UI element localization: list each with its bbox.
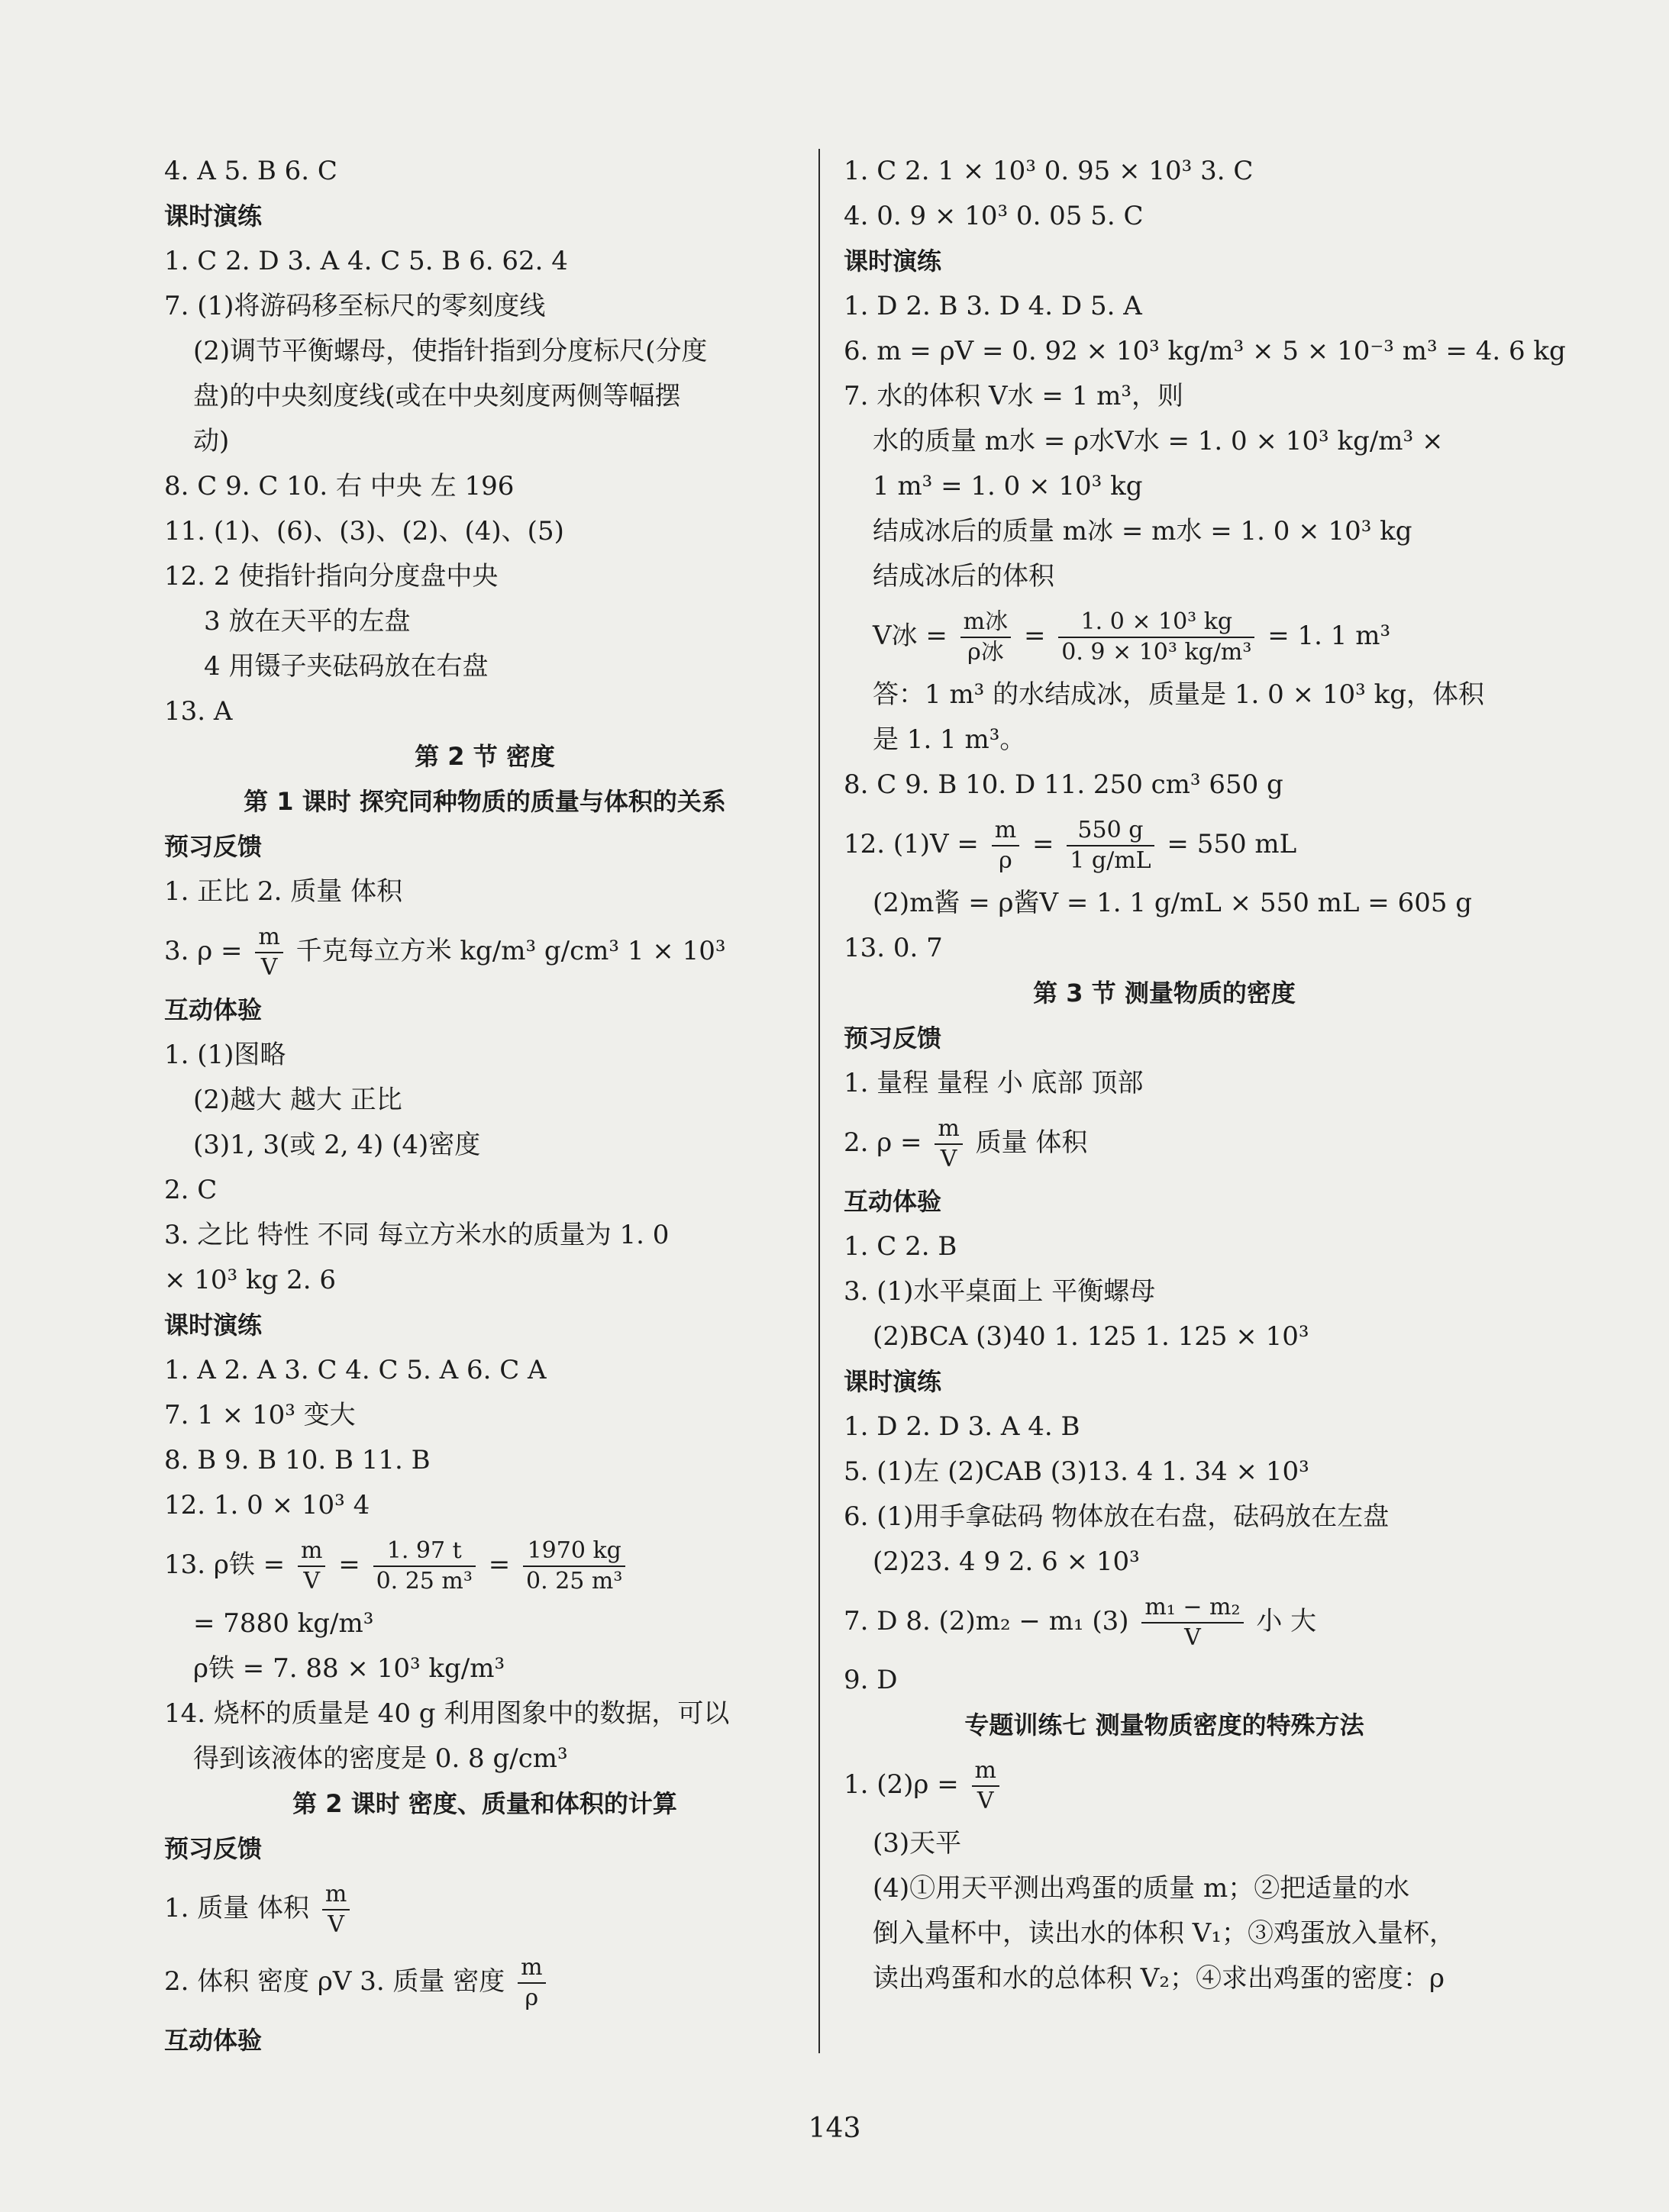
numerator: m bbox=[322, 1880, 350, 1911]
section-heading: 预习反馈 bbox=[164, 1834, 263, 1863]
formula-text: 12. (1)V = bbox=[844, 829, 979, 859]
answer-line: 1. 量程 量程 小 底部 顶部 bbox=[844, 1068, 1144, 1098]
answer-line: 是 1. 1 m³。 bbox=[873, 724, 1026, 755]
fraction bbox=[373, 1536, 476, 1596]
denominator: V bbox=[1184, 1624, 1201, 1651]
section-heading: 互动体验 bbox=[164, 2026, 263, 2055]
formula-text: = 550 mL bbox=[1167, 829, 1297, 859]
answer-line: (3)1, 3(或 2, 4) (4)密度 bbox=[193, 1130, 481, 1160]
fraction bbox=[255, 923, 282, 982]
numerator: m bbox=[255, 923, 282, 953]
formula-text: = bbox=[1023, 621, 1046, 651]
answer-line: = 7880 kg/m³ bbox=[193, 1608, 374, 1639]
formula-text: 7. D 8. (2)m₂ − m₁ (3) bbox=[844, 1606, 1129, 1636]
numerator: 1. 97 t bbox=[373, 1536, 476, 1567]
fraction bbox=[1141, 1593, 1243, 1653]
numerator: m bbox=[972, 1756, 999, 1787]
answer-line: 6. m = ρV = 0. 92 × 10³ kg/m³ × 5 × 10⁻³ m³ = 4. 6 kg bbox=[844, 336, 1566, 366]
formula-text: 1. 质量 体积 bbox=[164, 1893, 310, 1923]
answer-line: 5. (1)左 (2)CAB (3)13. 4 1. 34 × 10³ bbox=[844, 1456, 1309, 1487]
answer-line: ρ铁 = 7. 88 × 10³ kg/m³ bbox=[193, 1653, 505, 1684]
answer-line: 1. C 2. 1 × 10³ 0. 95 × 10³ 3. C bbox=[844, 156, 1254, 186]
formula-text: 小 大 bbox=[1256, 1606, 1317, 1636]
answer-line: 7. 水的体积 V水 = 1 m³，则 bbox=[844, 381, 1184, 411]
denominator: 0. 25 m³ bbox=[376, 1568, 473, 1595]
formula-text: 千克每立方米 kg/m³ g/cm³ 1 × 10³ bbox=[295, 936, 726, 966]
answer-line: 4 用镊子夹砝码放在右盘 bbox=[204, 651, 489, 682]
denominator: 0. 25 m³ bbox=[526, 1568, 623, 1595]
answer-line: 1 m³ = 1. 0 × 10³ kg bbox=[873, 471, 1143, 501]
answer-line: (2)23. 4 9 2. 6 × 10³ bbox=[873, 1546, 1140, 1577]
answer-line: 13. A bbox=[164, 696, 233, 727]
formula-line bbox=[164, 1528, 805, 1601]
numerator: 550 g bbox=[1067, 816, 1154, 846]
formula-line bbox=[844, 1748, 1485, 1821]
formula-line bbox=[844, 599, 1485, 672]
answer-line: 4. A 5. B 6. C bbox=[164, 156, 337, 186]
denominator: ρ bbox=[999, 847, 1012, 874]
numerator: 1. 0 × 10³ kg bbox=[1058, 608, 1254, 638]
formula-text: = 1. 1 m³ bbox=[1267, 621, 1391, 651]
formula-line bbox=[164, 1872, 805, 1945]
answer-line: (2)m酱 = ρ酱V = 1. 1 g/mL × 550 mL = 605 g bbox=[873, 888, 1473, 918]
answer-line: 1. D 2. D 3. A 4. B bbox=[844, 1411, 1080, 1442]
section-heading: 课时演练 bbox=[164, 1311, 263, 1340]
answer-line: (4)①用天平测出鸡蛋的质量 m；②把适量的水 bbox=[873, 1873, 1410, 1904]
formula-line bbox=[164, 1945, 805, 2018]
page-number: 143 bbox=[808, 2113, 861, 2144]
formula-line bbox=[844, 1106, 1485, 1179]
answer-line: × 10³ kg 2. 6 bbox=[164, 1265, 337, 1295]
answer-line: 6. (1)用手拿砝码 物体放在右盘，砝码放在左盘 bbox=[844, 1501, 1390, 1532]
answer-line: 结成冰后的体积 bbox=[873, 561, 1054, 592]
fraction bbox=[298, 1536, 325, 1596]
answer-line: 12. 1. 0 × 10³ 4 bbox=[164, 1490, 370, 1520]
section-title: 专题训练七 测量物质密度的特殊方法 bbox=[964, 1711, 1364, 1740]
fraction bbox=[523, 1536, 625, 1596]
numerator: m bbox=[992, 816, 1019, 846]
answer-line: 1. 正比 2. 质量 体积 bbox=[164, 876, 403, 907]
section-title: 第 2 节 密度 bbox=[415, 742, 555, 771]
answer-line: (2)BCA (3)40 1. 125 1. 125 × 10³ bbox=[873, 1321, 1309, 1352]
answer-line: 14. 烧杯的质量是 40 g 利用图象中的数据，可以 bbox=[164, 1698, 730, 1729]
fraction bbox=[518, 1953, 545, 2013]
answer-line: 盘)的中央刻度线(或在中央刻度两侧等幅摆 bbox=[193, 381, 681, 411]
formula-text: 2. ρ = bbox=[844, 1127, 922, 1158]
formula-text: = bbox=[338, 1549, 360, 1580]
answer-line: 动) bbox=[193, 426, 230, 456]
left-column bbox=[164, 149, 805, 2063]
formula-line bbox=[844, 808, 1485, 881]
answer-line: 1. D 2. B 3. D 4. D 5. A bbox=[844, 291, 1142, 321]
section-heading: 课时演练 bbox=[164, 202, 263, 231]
answer-line: (2)调节平衡螺母，使指针指到分度标尺(分度 bbox=[193, 336, 708, 366]
section-heading: 课时演练 bbox=[844, 247, 942, 276]
answer-line: 12. 2 使指针指向分度盘中央 bbox=[164, 561, 499, 592]
answer-line: 2. C bbox=[164, 1175, 218, 1205]
answer-line: 得到该液体的密度是 0. 8 g/cm³ bbox=[193, 1743, 568, 1774]
denominator: V bbox=[328, 1911, 344, 1938]
answer-line: (3)天平 bbox=[873, 1828, 962, 1859]
answer-line: 11. (1)、(6)、(3)、(2)、(4)、(5) bbox=[164, 516, 564, 547]
fraction bbox=[1067, 816, 1154, 875]
section-heading: 课时演练 bbox=[844, 1367, 942, 1396]
answer-line: 4. 0. 9 × 10³ 0. 05 5. C bbox=[844, 201, 1144, 231]
answer-line: 读出鸡蛋和水的总体积 V₂；④求出鸡蛋的密度：ρ bbox=[873, 1963, 1445, 1994]
denominator: ρ bbox=[525, 1985, 539, 2011]
answer-line: 8. C 9. C 10. 右 中央 左 196 bbox=[164, 471, 515, 501]
answer-line: 答：1 m³ 的水结成冰，质量是 1. 0 × 10³ kg，体积 bbox=[873, 679, 1484, 710]
formula-text: 13. ρ铁 = bbox=[164, 1549, 286, 1580]
section-title: 第 3 节 测量物质的密度 bbox=[1033, 979, 1296, 1008]
fraction bbox=[972, 1756, 999, 1816]
denominator: V bbox=[260, 954, 278, 981]
answer-line: 9. D bbox=[844, 1665, 898, 1695]
answer-line: 7. (1)将游码移至标尺的零刻度线 bbox=[164, 291, 546, 321]
answer-line: 1. A 2. A 3. C 4. C 5. A 6. C A bbox=[164, 1355, 547, 1385]
denominator: 0. 9 × 10³ kg/m³ bbox=[1061, 639, 1252, 666]
formula-text: = bbox=[1031, 829, 1054, 859]
answer-line: 7. 1 × 10³ 变大 bbox=[164, 1400, 356, 1430]
answer-line: 结成冰后的质量 m冰 = m水 = 1. 0 × 10³ kg bbox=[873, 516, 1412, 547]
lesson-title: 第 1 课时 探究同种物质的质量与体积的关系 bbox=[244, 787, 726, 816]
numerator: m bbox=[298, 1536, 325, 1567]
denominator: V bbox=[303, 1568, 321, 1595]
fraction bbox=[960, 608, 1011, 667]
denominator: ρ冰 bbox=[967, 639, 1004, 666]
numerator: 1970 kg bbox=[523, 1536, 625, 1567]
right-column bbox=[844, 149, 1566, 2001]
answer-line: 水的质量 m水 = ρ水V水 = 1. 0 × 10³ kg/m³ × bbox=[873, 426, 1444, 456]
fraction bbox=[935, 1114, 962, 1174]
section-heading: 预习反馈 bbox=[844, 1024, 942, 1053]
section-heading: 互动体验 bbox=[164, 995, 263, 1024]
answer-line: 8. C 9. B 10. D 11. 250 cm³ 650 g bbox=[844, 769, 1283, 800]
section-heading: 互动体验 bbox=[844, 1187, 942, 1216]
denominator: 1 g/mL bbox=[1070, 847, 1151, 874]
formula-text: = bbox=[488, 1549, 511, 1580]
column-divider bbox=[818, 149, 820, 2053]
answer-line: 8. B 9. B 10. B 11. B bbox=[164, 1445, 431, 1475]
formula-line bbox=[164, 914, 805, 988]
denominator: V bbox=[977, 1788, 994, 1814]
denominator: V bbox=[940, 1146, 957, 1172]
formula-text: V冰 = bbox=[873, 621, 947, 651]
answer-line: 1. C 2. D 3. A 4. C 5. B 6. 62. 4 bbox=[164, 246, 568, 276]
section-heading: 预习反馈 bbox=[164, 832, 263, 861]
numerator: m冰 bbox=[960, 608, 1011, 638]
answer-line: 1. C 2. B bbox=[844, 1231, 957, 1262]
answer-line: 倒入量杯中，读出水的体积 V₁；③鸡蛋放入量杯， bbox=[873, 1918, 1455, 1949]
numerator: m bbox=[518, 1953, 545, 1984]
answer-line: 3. (1)水平桌面上 平衡螺母 bbox=[844, 1276, 1156, 1307]
lesson-title: 第 2 课时 密度、质量和体积的计算 bbox=[292, 1789, 677, 1818]
numerator: m bbox=[935, 1114, 962, 1145]
answer-line: (2)越大 越大 正比 bbox=[193, 1085, 402, 1115]
answer-line: 1. (1)图略 bbox=[164, 1040, 286, 1070]
answer-line: 3. 之比 特性 不同 每立方米水的质量为 1. 0 bbox=[164, 1220, 670, 1250]
formula-text: 质量 体积 bbox=[975, 1127, 1088, 1158]
fraction bbox=[992, 816, 1019, 875]
numerator: m₁ − m₂ bbox=[1141, 1593, 1243, 1624]
formula-text: 2. 体积 密度 ρV 3. 质量 密度 bbox=[164, 1966, 505, 1997]
formula-text: 1. (2)ρ = bbox=[844, 1769, 959, 1800]
formula-text: 3. ρ = bbox=[164, 936, 243, 966]
formula-line bbox=[844, 1585, 1485, 1658]
answer-line: 13. 0. 7 bbox=[844, 933, 943, 963]
answer-line: 3 放在天平的左盘 bbox=[204, 606, 411, 637]
fraction bbox=[1058, 608, 1254, 667]
fraction bbox=[322, 1880, 350, 1940]
